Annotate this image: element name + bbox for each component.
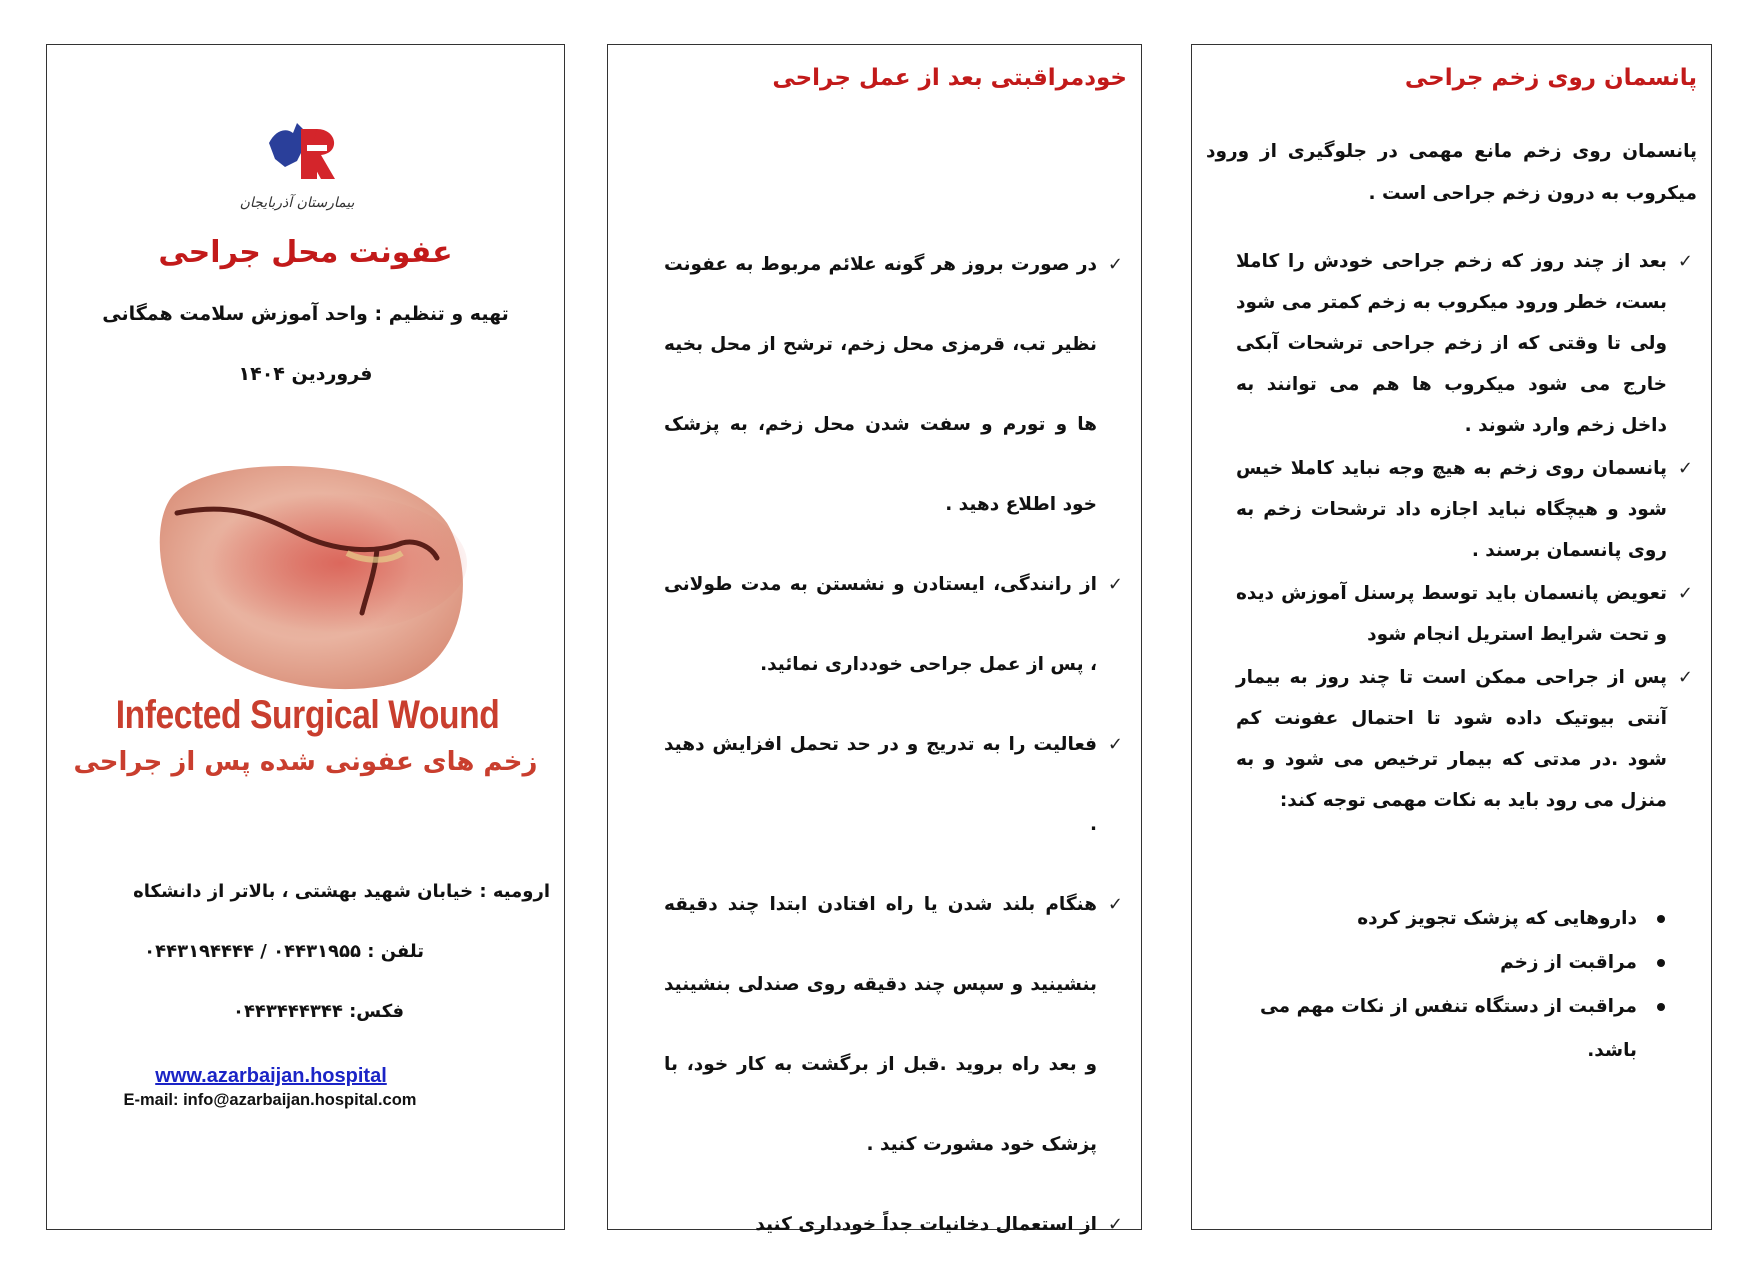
checklist-item — [664, 225, 1127, 545]
checkmark-icon: ✓ — [1107, 734, 1123, 755]
checklist-item — [664, 545, 1127, 705]
checklist-item-text: تعویض پانسمان باید توسط پرسنل آموزش دیده و تحت شرایط استریل انجام شود — [1236, 583, 1667, 645]
bullet-item — [1212, 897, 1671, 941]
checkmark-icon: ✓ — [1677, 667, 1693, 688]
bullet-item — [1212, 941, 1671, 985]
checkmark-icon: ✓ — [1677, 583, 1693, 604]
checkmark-icon: ✓ — [1677, 458, 1693, 479]
panel-right — [1191, 44, 1712, 1230]
checklist-item-text: فعالیت را به تدریج و در حد تحمل افزایش دهید . — [664, 734, 1097, 835]
bullet-item — [1212, 985, 1671, 1073]
logo-caption: بیمارستان آذربایجان — [239, 195, 355, 211]
section-heading: پانسمان روی زخم جراحی — [1404, 65, 1697, 91]
checklist — [664, 225, 1127, 1265]
brochure-title: عفونت محل جراحی — [158, 235, 453, 270]
bullet-dot-icon — [1657, 1003, 1665, 1011]
checkmark-icon: ✓ — [1107, 894, 1123, 915]
bullet-item-text: مراقبت از زخم — [1500, 952, 1637, 973]
bullet-dot-icon — [1657, 915, 1665, 923]
bullet-list — [1212, 897, 1671, 1073]
checkmark-icon: ✓ — [1107, 1214, 1123, 1235]
intro-paragraph: پانسمان روی زخم مانع مهمی در جلوگیری از ورود میکروب به درون زخم جراحی است . — [1206, 141, 1697, 204]
address: ارومیه : خیابان شهید بهشتی ، بالاتر از دانشکاه — [133, 881, 550, 902]
publish-date: فروردین ۱۴۰۴ — [238, 363, 373, 385]
checklist-item — [1236, 573, 1697, 655]
checklist-item-text: از رانندگی، ایستادن و نشستن به مدت طولانی ، پس از عمل جراحی خودداری نمائید. — [664, 574, 1097, 675]
image-caption-english: Infected Surgical Wound — [115, 693, 500, 737]
checklist-item — [1236, 657, 1697, 821]
section-heading: خودمراقبتی بعد از عمل جراحی — [772, 65, 1127, 91]
prepared-by: تهیه و تنظیم : واحد آموزش سلامت همگانی — [102, 303, 509, 325]
phone-numbers: تلفن : ۰۴۴۳۱۹۵۵ / ۰۴۴۳۱۹۴۴۴۴ — [144, 941, 424, 962]
bullet-item-text: داروهایی که پزشک تجویز کرده — [1357, 908, 1637, 929]
checkmark-icon: ✓ — [1107, 574, 1123, 595]
checklist-item-text: در صورت بروز هر گونه علائم مربوط به عفونت نظیر تب، قرمزی محل زخم، ترشح از محل بخیه ها و تورم و سفت شدن محل زخم، به پزشک خود اطلاع دهید . — [664, 254, 1097, 515]
checklist — [1236, 241, 1697, 823]
checklist-item-text: پانسمان روی زخم به هیچ وجه نباید کاملا خیس شود و هیچگاه نباید اجازه داد ترشحات زخم به روی پانسمان برسند . — [1236, 458, 1667, 561]
checklist-item-text: پس از جراحی ممکن است تا چند روز به بیمار آنتی بیوتیک داده شود تا احتمال عفونت کم شود .در مدتی که بیمار ترخیص می شود و به منزل می رود باید به نکات مهمی توجه کند: — [1236, 667, 1667, 811]
checklist-item — [1236, 241, 1697, 446]
checklist-item — [664, 1185, 1127, 1265]
website-link[interactable]: www.azarbaijan.hospital — [155, 1065, 387, 1087]
checklist-item-text: بعد از چند روز که زخم جراحی خودش را کاملا بست، خطر ورود میکروب به زخم کمتر می شود ولی تا وقتی که از زخم جراحی ترشحات آبکی خارج می شود میکروب ها هم می توانند به داخل زخم وارد شوند . — [1236, 251, 1667, 436]
fax-number: فکس: ۰۴۴۳۴۴۴۳۴۴ — [232, 1001, 404, 1022]
bullet-dot-icon — [1657, 959, 1665, 967]
checkmark-icon: ✓ — [1107, 254, 1123, 275]
checklist-item-text: از استعمال دخانیات جداً خودداری کنید — [755, 1214, 1097, 1235]
checklist-item — [664, 705, 1127, 865]
checklist-item — [1236, 448, 1697, 571]
panel-middle — [607, 44, 1142, 1235]
hospital-logo-icon — [263, 109, 353, 191]
checkmark-icon: ✓ — [1677, 251, 1693, 272]
image-caption-persian: زخم های عفونی شده پس از جراحی — [73, 747, 538, 777]
panel-cover — [46, 44, 565, 1230]
checklist-item — [664, 865, 1127, 1185]
checklist-item-text: هنگام بلند شدن یا راه افتادن ابتدا چند دقیقه بنشینید و سپس چند دقیقه روی صندلی بنشینید و بعد راه بروید .قبل از برگشت به کار خود، با پزشک خود مشورت کنید . — [664, 894, 1097, 1155]
wound-illustration — [147, 453, 467, 693]
bullet-item-text: مراقبت از دستگاه تنفس از نکات مهم می باشد. — [1259, 996, 1637, 1061]
email-address: E-mail: info@azarbaijan.hospital.com — [123, 1091, 417, 1109]
